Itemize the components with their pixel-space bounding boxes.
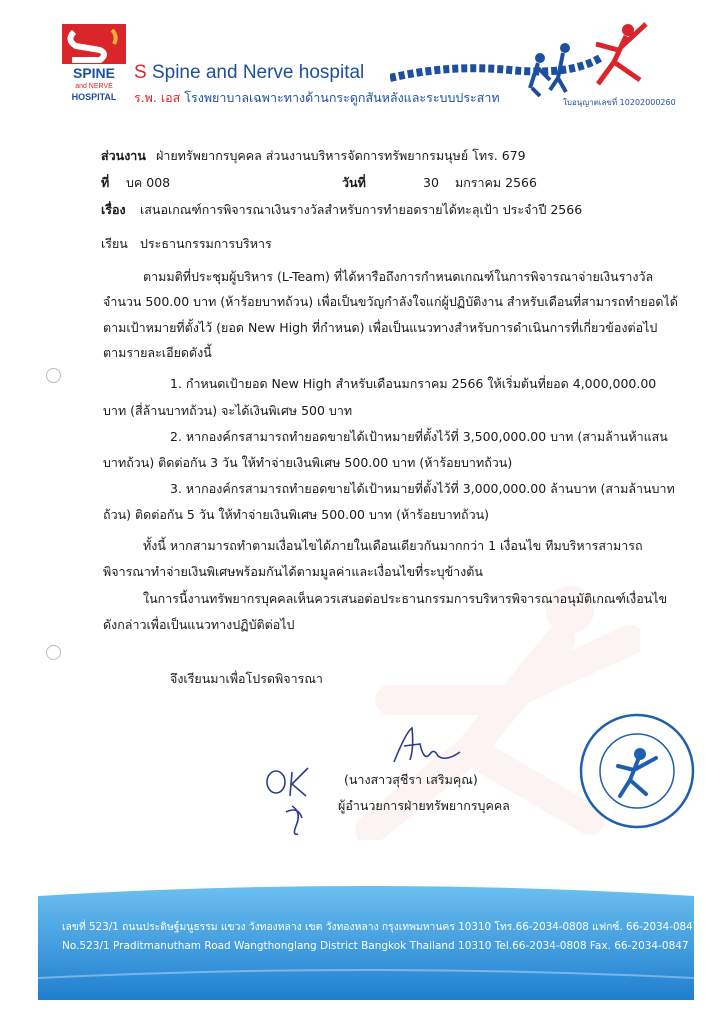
date-day: 30 [423,175,439,190]
item-1-line-1: 1. กำหนดเป้ายอด New High สำหรับเดือนมกราคม 2566 ให้เริ่มต้นที่ยอด 4,000,000.00 [170,376,657,391]
item-2-line-2: บาทถ้วน) ติดต่อกัน 3 วัน ให้ทำจ่ายเงินพิเศษ 500.00 บาท (ห้าร้อยบาทถ้วน) [103,455,513,470]
item-3-line-2: ถ้วน) ติดต่อกัน 5 วัน ให้ทำจ่ายเงินพิเศษ 500.00 บาท (ห้าร้อยบาทถ้วน) [103,507,490,522]
license-number: ใบอนุญาตเลขที่ 10202000260 [563,98,676,107]
to-value: ประธานกรรมการบริหาร [140,236,272,251]
signer-title: ผู้อำนวยการฝ่ายทรัพยากรบุคคล [338,798,510,813]
subject-value: เสนอเกณฑ์การพิจารณาเงินรางวัลสำหรับการทำยอดรายได้ทะลุเป้า ประจำปี 2566 [140,202,583,217]
item-2-line-1: 2. หากองค์กรสามารถทำยอดขายได้เป้าหมายที่ตั้งไว้ที่ 3,500,000.00 บาท (สามล้านห้าแสน [170,429,668,444]
footer-address-en: No.523/1 Praditmanutham Road Wangthonglang District Bangkok Thailand 10310 Tel.66-2034-0808 Fax. 66-2034-0847 [62,940,689,952]
closing-text: จึงเรียนมาเพื่อโปรดพิจารณา [170,671,323,686]
dept-value: ฝ่ายทรัพยากรบุคคล ส่วนงานบริหารจัดการทรัพยากรมนุษย์ โทร. 679 [156,148,526,163]
signer-name: (นางสาวสุชีรา เสริมคุณ) [344,772,478,787]
intro-line-2: จำนวน 500.00 บาท (ห้าร้อยบาทถ้วน) เพื่อเป็นขวัญกำลังใจแก่ผู้ปฏิบัติงาน สำหรับเดือนที่สามารถทำยอดได้ [103,294,678,309]
date-label: วันที่ [342,175,366,190]
hospital-name-en: S Spine and Nerve hospital [134,62,365,83]
hospital-logo [60,22,128,104]
signature-scribble [390,722,470,772]
doc-no-label: ที่ [101,175,110,190]
company-stamp [578,712,696,830]
punch-hole [46,368,61,383]
footer-address-th: เลขที่ 523/1 ถนนประดิษฐ์มนูธรรม แขวง วังทองหลาง เขต วังทองหลาง กรุงเทพมหานคร 10310 โทร.66-2034-0808 แฟกซ์. 66-2034-0847 [62,921,700,933]
dept-label: ส่วนงาน [101,148,146,163]
svg-text:SPINE: SPINE [72,65,116,81]
item-3-line-1: 3. หากองค์กรสามารถทำยอดขายได้เป้าหมายที่ตั้งไว้ที่ 3,000,000.00 ล้านบาท (สามล้านบาท [170,481,675,496]
hospital-name-th: ร.พ. เอส โรงพยาบาลเฉพาะทางด้านกระดูกสันหลังและระบบประสาท [134,90,500,105]
proposal-line-2: ดังกล่าวเพื่อเป็นแนวทางปฏิบัติต่อไป [103,617,295,632]
intro-line-3: ตามเป้าหมายที่ตั้งไว้ (ยอด New High ที่กำหนด) เพื่อเป็นแนวทางสำหรับการดำเนินการที่เกี่ยวข้องต่อไป [103,320,658,335]
to-label: เรียน [101,236,128,251]
punch-hole [46,645,61,660]
svg-text:HOSPITAL: HOSPITAL [71,92,117,102]
spine-figure-art [390,18,660,98]
note-line-2: พิจารณาทำจ่ายเงินพิเศษพร้อมกันได้ตามมูลค่าและเงื่อนไขที่ระบุข้างต้น [103,564,483,579]
svg-text:and NERVE: and NERVE [75,83,113,90]
approval-mark [262,760,332,840]
proposal-line-1: ในการนี้งานทรัพยากรบุคคลเห็นควรเสนอต่อประธานกรรมการบริหารพิจารณาอนุมัติเกณฑ์เงื่อนไข [143,591,668,606]
date-month-year: มกราคม 2566 [455,175,537,190]
doc-no-value: บค 008 [126,175,171,190]
note-line-1: ทั้งนี้ หากสามารถทำตามเงื่อนไขได้ภายในเดือนเดียวกันมากกว่า 1 เงื่อนไข ทีมบริหารสามารถ [143,538,643,553]
item-1-line-2: บาท (สี่ล้านบาทถ้วน) จะได้เงินพิเศษ 500 บาท [103,403,353,418]
subject-label: เรื่อง [101,202,126,217]
intro-line-4: ตามรายละเอียดดังนี้ [103,345,212,360]
intro-line-1: ตามมติที่ประชุมผู้บริหาร (L-Team) ที่ได้หารือถึงการกำหนดเกณฑ์ในการพิจารณาจ่ายเงินรางวัล [143,269,654,284]
